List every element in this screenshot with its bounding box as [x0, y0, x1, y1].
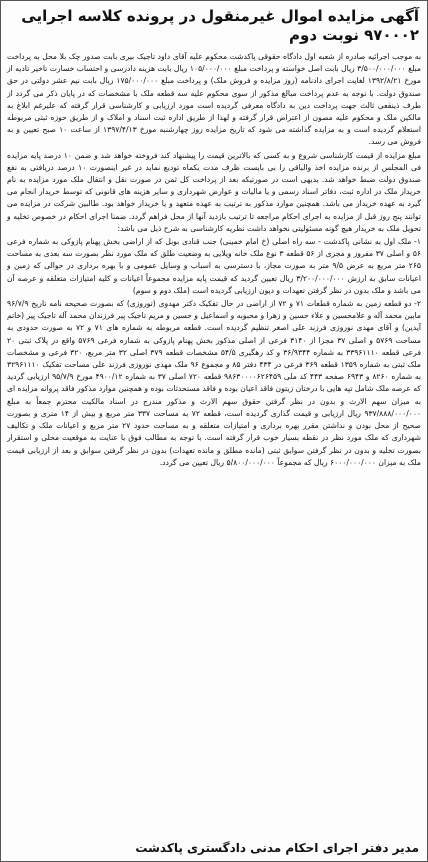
- notice-paragraph: ۱- ملک اول به نشانی پاکدشت - سه راه اصلی (خ امام خمینی) جنب قنادی بوبل که از اراضی بخش پهنام پازوکی به شماره فرعی ۵۶ و اصلی ۳۷ مفروز و مجزی از ۵۶ قطعه ۳ نوع ملک خانه ویلایی به وضعیت طلق که ملک مورد نظر بصورت سه بعدی به مساحت ۲۶۵ متر مربع به عرض ۹/۵ متر به صورت مجاز، با دسترسی به اسباب و وسایل عمومی و با بهره برداری در حوالی که زمین و اعیانات سابق به ارزش ۳/۲۰۰/۰۰۰/۰۰۰ ریال تعیین گردید که قیمت پایه مزایده مجموعاً اعیانات و کلیه امتیازات متعلقه و عرصه آن می باشد و ملک بدون در نظر گرفتن تعهدات و دیون ارزیابی گردیده است (ملک دوم و سوم): [7, 237, 422, 295]
- notice-body: [1, 49, 427, 823]
- notice-paragraph: مبلغ مزایده از قیمت کارشناسی شروع و به کسی که بالاترین قیمت را پیشنهاد کند فروخته خواهد شد و ضمن ۱۰ درصد پایه مزایده فی المجلس از برنده مزایده اخذ والباقی را بی بایست ظرف مدت یکماه تودیع نماید در غیر اینصورت ۱۰ درصد دریافتی به نفع صندوق دولت ضبط خواهد شد. بدیهی است در صورتیکه بعد از پرداخت کل ثمن در صورت نقل و انتقال ملک مورد مزایده به نام خریدار ملک در اداره ثبت، دفاتر اسناد رسمی و یا مالیات و عوارض شهرداری و سایر هزینه های قانونی که توسط خریدار انجام می گیرد به عهده خریدار می باشد. همچنین موارد مذکور به ترتیب به عهده متعهد و یا خریدار خواهد بود. طالبین شرکت در مزایده می توانند پنج روز قبل از مزایده به اجرای احکام مراجعه تا ترتیب بازدید آنها از محل فراهم گردد. ضمنا اجرای احکام در خصوص تخلیه و تحویل ملک به خریدار هیچ گونه مسئولیتی نخواهد داشت نظریه کارشناسی به شرح ذیل می باشد:: [7, 150, 421, 233]
- notice-paragraph: ۲- دو قطعه زمین به شماره قطعات ۷۱ و ۷۲ از اراضی در حال تفکیک دکتر مهدوی (توروزی) که بصورت صحیحه نامه تاریخ ۹۶/۷/۹ مابین محمد آله و علامحسین و علاء حسین و زهرا و محبوبه و اسماعیل و حسین و مریم تاجیک پیر فرزندان محمد آله تاجیک پیر (خاتم آیدین) و آقای مهدی نوروزی فرزند علی اصغر تنظیم گردیده است. قطعه مربوطه به شماره های ۷۱ و ۷۲ به صورت حدودی به مساحت ۵۷۶۹ و اصلی ۳۷ مجزا از ۳۱۴۰ فرعی از اصلی مذکور بخش پهنام پازوکی به شماره فرعی ۵۷۶۹ واقع در پلاک ثبتی ۲۰ فرعی قطعه ۳۳۹۶۱۱۱۰ به شماره ۳۶/۹۳۴۴ و کد رهگیری ۵۴/۵ مشخصات قطعه ۳۷۹ اصلی ۳۲ متر مربع، ۳۲۰ فرعی و مشخصات ملک ثبتی به شماره ۱۳۵۹ قطعه ۳۶۹ فرعی در ۴۳۴ دفتر ۸۵ و مجموع ۹۶ ملک مهدی نوروزی فرزند علی مساحت تفکیک ۳۲۹۶۱۱۱۰ به شماره ۸۲۶۰ و ۶۹۴۳ صفحه ۴۴۳ کد ملی ۹۸۶۳۰۰۰۰۶۲۶۴۵۹ قطعه ۷۲۰ اصلی ۳۷ به شماره ۴۹۰۰/۱۲ مورخ ۹۵/۷/۹ ارزیابی گردید که عرصه ملک شامل تپه هایی با درختان زیتون فاقد اعیان بوده و فاقد مستحدثات بوده و همچنین موارد مذکور فاقد پروانه مزایده ای به میزان سهم الارث و بدون در نظر گرفتن حقوق سهم الارث و مذکور مندرج در اسناد مالکیت محترم جمعاً به مبلغ ۹۳۷/۸۸۸/۰۰۰/۰۰۰ ریال ارزیابی و قیمت گذاری گردیده است، قطعه ۷۲ به مساحت ۳۳۷ متر مربع و بیش از ۱۴ متری و بصورت صحیح از محل بودن و نداشتن مقرر بهره برداری و امتیازات متعلقه و به مساحت حدود ۲۷ متر مربع و اعیانات ملک و تکالیف شهرداری که ملک مورد نظر در نقطه بسیار خوب قرار گرفته است. با توجه به مطالب فوق با عنایت به موقعیت محلی و استقرار بصورت تخلیه و بدون در نظر گرفتن سوابق ثبتی (مانده مطلق و مانده تعهدات) بدون در نظر گرفتن سوابق و بعد از ارزیابی قیمت ملک به میزان ۶۰۰۰/۰۰۰/۰۰۰ ریال که مجموعاً ۵/۸۰۰/۰۰۰/۰۰۰ ریال تعیین می گردد.: [7, 299, 422, 467]
- notice-title: آگهی مزایده اموال غیرمنقول در پرونده کلاسه اجرایی ۹۷۰۰۰۲ نوبت دوم: [21, 7, 419, 44]
- notice-signature: مدیر دفتر اجرای احکام مدنی دادگستری پاکدشت: [135, 841, 419, 855]
- notice-paragraph: به موجب اجرائیه صادره از شعبه اول دادگاه حقوقی پاکدشت محکوم علیه آقای داود تاجیک بیری بابت صدور چک بلا محل به پرداخت مبلغ ۳/۵۰۰/۰۰۰/۰۰۰ ریال بابت اصل خواسته و پرداخت مبلغ ۱۰۵/۰۰۰/۰۰۰ ریال بابت هزینه دادرسی و احتساب خسارت تاخیر تادیه از مورخ ۱۳۹۲/۸/۲۱ لغایت اجرای دادنامه (روز مزایده و فروش ملک) و پرداخت مبلغ ۱۷۵/۰۰۰/۰۰۰ ریال بابت نیم عشر دولتی در حق صندوق دولت. با توجه به عدم پرداخت مبالغ مذکور از سوی محکوم علیه سه قطعه ملک با مشخصات که در پایان ذکر می گردد از طرف ذینفعی ثالث جهت پرداخت دین به دادگاه معرفی گردیده است مورد ارزیابی و کارشناسی قرار گرفته که علیرغم ابلاغ به مالکین ملک و محکوم علیه مصون از اعتراض قرار گرفته و لهذا از طریق اداره ثبت اسناد و املاک و از طریق حوزه ثبتی مربوطه استعلام گردیده است و به مزایده گذاشته می شود که تاریخ مزایده روز چهارشنبه مورخ ۱۳۹۷/۴/۱۳ از ساعت ۱۰ صبح تعیین و به فروش می رسد.: [7, 52, 421, 147]
